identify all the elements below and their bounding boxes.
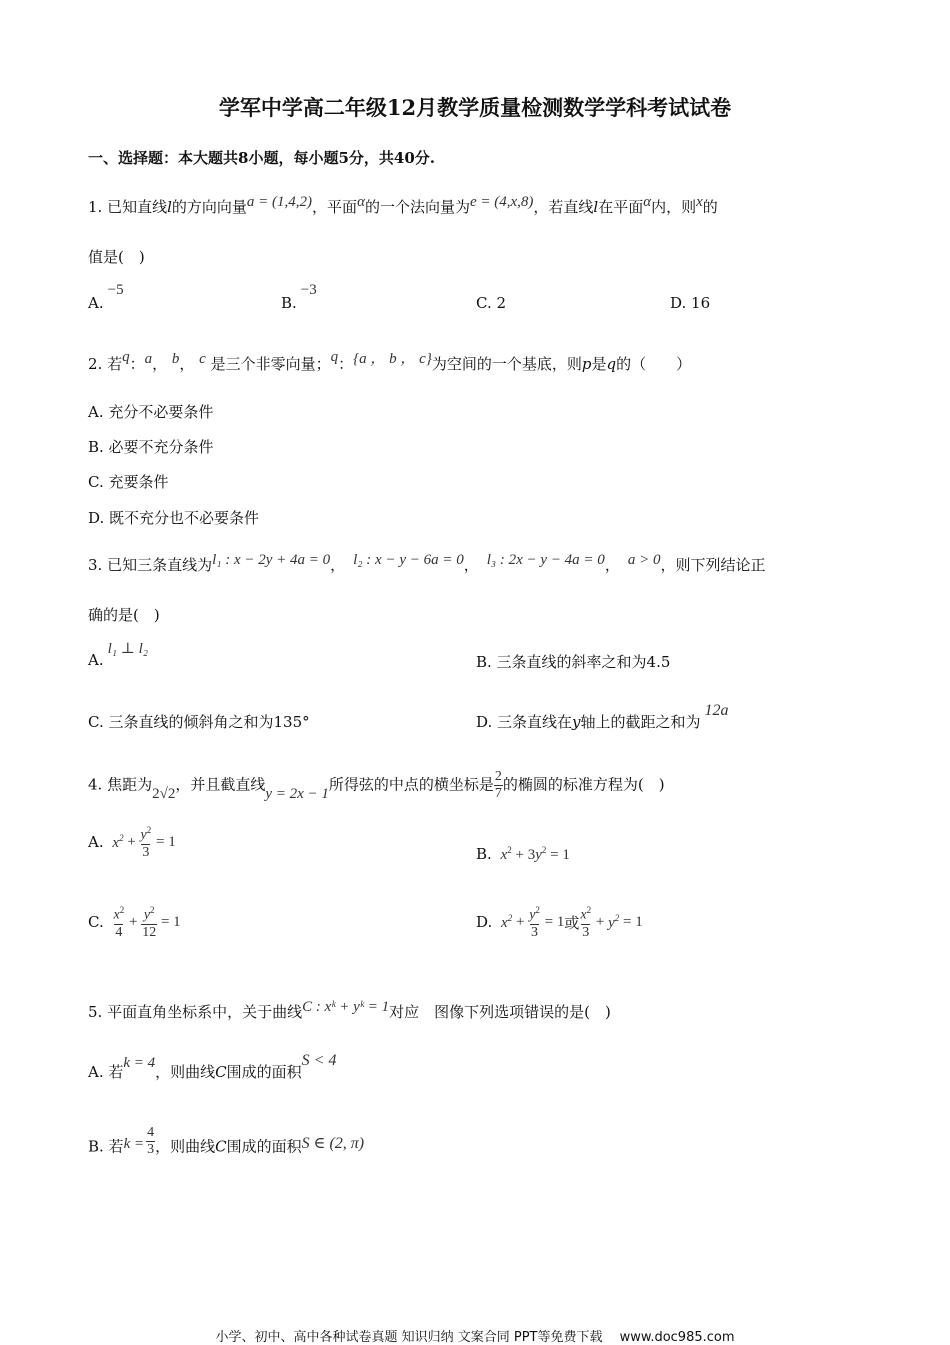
q5-option-b-s: S ∈ (2, π) bbox=[301, 1134, 365, 1152]
q2-text: 的（ ） bbox=[616, 355, 692, 373]
q2-colon: ： bbox=[338, 355, 354, 373]
q3-line-l2: l₂ : x − y − 6a = 0 bbox=[353, 552, 464, 568]
q3-option-c[interactable]: C. 三条直线的倾斜角之和为135° bbox=[88, 713, 310, 731]
q5-option-a-text: A. 若 bbox=[88, 1063, 124, 1081]
q1-option-c[interactable]: C. 2 bbox=[476, 294, 507, 312]
q3-option-d-text: 轴上的截距之和为 bbox=[580, 713, 701, 731]
q1-text: 的方向向量 bbox=[171, 198, 247, 216]
q1-option-d[interactable]: D. 16 bbox=[670, 294, 711, 312]
q5-option-b-fraction bbox=[146, 1126, 155, 1157]
q4-option-a-label: A. bbox=[88, 832, 104, 851]
question-2-stem: 2. 若q：a， b， c 是三个非零向量；q：{a ， b ， c}为空间的一个基底，则p是q的（ ） bbox=[88, 349, 692, 373]
q5-option-a-s: S < 4 bbox=[301, 1052, 337, 1069]
q2-option-c[interactable]: C. 充要条件 bbox=[88, 473, 169, 491]
q1-option-b-value: −3 bbox=[300, 282, 317, 298]
q4-option-c-math: $\frac{x^2}{4}$ + $\frac{y^2}{12}$ = 1 bbox=[113, 905, 181, 940]
q5-curve: C : xᵏ + yᵏ = 1 bbox=[302, 999, 390, 1015]
q2-vec-b: b bbox=[171, 351, 180, 367]
q2-q: q bbox=[330, 349, 339, 365]
q2-option-a[interactable]: A. 充分不必要条件 bbox=[88, 403, 214, 421]
question-3-stem-line2: 确的是( ) bbox=[88, 606, 160, 624]
q4-option-c[interactable] bbox=[88, 906, 181, 940]
q5-option-b-text: 围成的面积 bbox=[226, 1137, 302, 1156]
q3-option-d-text: D. 三条直线在 bbox=[476, 713, 573, 731]
q1-line-l: l bbox=[167, 198, 172, 216]
q3-option-a[interactable] bbox=[88, 641, 148, 670]
question-4-stem bbox=[88, 770, 665, 801]
q3-text: ，则下列结论正 bbox=[660, 556, 766, 574]
q4-option-a[interactable] bbox=[88, 826, 176, 860]
q3-option-a-math: l₁ ⊥ l₂ bbox=[107, 641, 148, 657]
q5-text: 5. 平面直角坐标系中，关于曲线 bbox=[88, 1003, 303, 1021]
q1-option-b[interactable] bbox=[281, 282, 317, 313]
q1-x: x bbox=[696, 194, 703, 210]
q1-text: ，平面 bbox=[312, 198, 358, 216]
q4-text: 的椭圆的标准方程为( ) bbox=[502, 775, 665, 794]
q3-option-a-label: A. bbox=[88, 651, 104, 669]
q4-fraction bbox=[494, 770, 503, 801]
page-footer: 小学、初中、高中各种试卷真题 知识归纳 文案合同 PPT等免费下载 www.doc985.com bbox=[215, 1330, 735, 1345]
q1-option-a[interactable] bbox=[88, 282, 124, 313]
exam-title: 学军中学高二年级12月教学质量检测数学学科考试试卷 bbox=[218, 95, 732, 120]
q2-colon: ： bbox=[129, 355, 145, 373]
q5-text: 对应 图像下列选项错误的是( ) bbox=[389, 1003, 611, 1021]
q2-q: q bbox=[122, 349, 130, 365]
q1-vector-e: e = (4,x,8) bbox=[469, 194, 534, 210]
question-1-stem-line2: 值是( ) bbox=[88, 248, 145, 266]
q5-option-b-c: C bbox=[215, 1137, 227, 1156]
q3-option-d-math: 12a bbox=[704, 702, 729, 719]
q5-option-b-den: 3 bbox=[147, 1142, 155, 1157]
q4-text: 4. 焦距为 bbox=[88, 775, 153, 794]
q1-text: ，若直线 bbox=[533, 198, 594, 216]
q4-option-b-label: B. bbox=[476, 845, 492, 863]
q1-vector-a: a = (1,4,2) bbox=[246, 194, 313, 210]
q1-text: 的 bbox=[702, 198, 718, 216]
q3-line-l3: l₃ : 2x − y − 4a = 0 bbox=[486, 552, 605, 568]
q1-text: 内，则 bbox=[651, 198, 697, 216]
q5-option-b-num: 4 bbox=[147, 1125, 155, 1140]
q4-option-a-math: $x^2$ + $\frac{y^2}{3}$ = 1 bbox=[112, 825, 176, 860]
q3-option-b[interactable]: B. 三条直线的斜率之和为4.5 bbox=[476, 653, 671, 671]
q4-text: 所得弦的中点的横坐标是 bbox=[328, 775, 494, 794]
q5-option-b-text: B. 若 bbox=[88, 1137, 124, 1156]
q4-line-eq: y = 2x − 1 bbox=[265, 785, 329, 802]
q5-option-b[interactable] bbox=[88, 1125, 365, 1163]
question-5-stem bbox=[88, 1001, 611, 1022]
q3-line-l1: l₁ : x − 2y + 4a = 0 bbox=[212, 552, 331, 568]
q5-option-a-text: ，则曲线 bbox=[155, 1063, 216, 1081]
q3-option-d[interactable] bbox=[476, 702, 729, 732]
q5-option-a-c: C bbox=[215, 1063, 227, 1081]
q5-option-b-text: ，则曲线 bbox=[155, 1137, 216, 1156]
q4-option-d[interactable] bbox=[476, 906, 643, 940]
q4-option-b-math: $x^2 + 3y^2 = 1$ bbox=[500, 845, 570, 863]
q1-text: 1. 已知直线 bbox=[88, 198, 168, 216]
q4-focal-length: 2√2 bbox=[152, 785, 176, 802]
q4-option-d-or: 或 bbox=[564, 914, 580, 933]
q1-option-a-label: A. bbox=[88, 294, 104, 312]
q4-fraction-den: 7 bbox=[494, 786, 502, 801]
q4-text: ，并且截直线 bbox=[175, 775, 266, 794]
q1-text: 的一个法向量为 bbox=[364, 198, 470, 216]
q4-option-c-label: C. bbox=[88, 912, 104, 931]
q2-option-b[interactable]: B. 必要不充分条件 bbox=[88, 438, 214, 456]
q5-option-a[interactable] bbox=[88, 1052, 337, 1082]
q5-option-b-k: k = bbox=[123, 1135, 145, 1152]
q5-option-a-text: 围成的面积 bbox=[226, 1063, 302, 1081]
q1-option-a-value: −5 bbox=[107, 282, 124, 298]
question-1-stem bbox=[88, 196, 718, 217]
q1-alpha: α bbox=[357, 194, 365, 210]
q2-basis: {a ， b ， c} bbox=[353, 351, 432, 367]
q1-text: 在平面 bbox=[598, 198, 644, 216]
q2-text: 为空间的一个基底，则 bbox=[431, 355, 582, 373]
q1-line-l: l bbox=[593, 198, 599, 216]
section-heading: 一、选择题：本大题共8小题，每小题5分，共40分. bbox=[88, 149, 435, 167]
q2-text: 是 bbox=[591, 355, 607, 373]
q1-option-b-label: B. bbox=[281, 294, 297, 312]
q3-condition: a > 0 bbox=[627, 552, 661, 568]
q2-p: p bbox=[581, 355, 592, 373]
q3-text: 3. 已知三条直线为 bbox=[88, 556, 213, 574]
q2-vec-a: a bbox=[144, 351, 153, 367]
q2-text: 是三个非零向量； bbox=[210, 355, 331, 373]
q2-option-d[interactable]: D. 既不充分也不必要条件 bbox=[88, 509, 260, 527]
q2-text: 2. 若 bbox=[88, 355, 123, 373]
q4-option-b[interactable] bbox=[476, 845, 570, 864]
q5-option-a-k: k = 4 bbox=[123, 1055, 156, 1071]
q4-fraction-num: 2 bbox=[494, 769, 502, 784]
q1-alpha: α bbox=[643, 194, 652, 210]
q4-option-d-label: D. bbox=[476, 912, 493, 931]
q4-option-d-math: $x^2$ + $\frac{y^2}{3}$ = 1 或 $\frac{x^2}{3}$ + $y^2$ = 1 bbox=[501, 905, 643, 940]
q2-vec-c: c bbox=[199, 351, 206, 367]
q3-option-d-y: y bbox=[572, 713, 581, 731]
q2-q: q bbox=[606, 355, 617, 373]
question-3-stem: 3. 已知三条直线为l₁ : x − 2y + 4a = 0， l₂ : x − y − 6a = 0， l₃ : 2x − y − 4a = 0， a > 0，则下列结论正 bbox=[88, 552, 766, 574]
